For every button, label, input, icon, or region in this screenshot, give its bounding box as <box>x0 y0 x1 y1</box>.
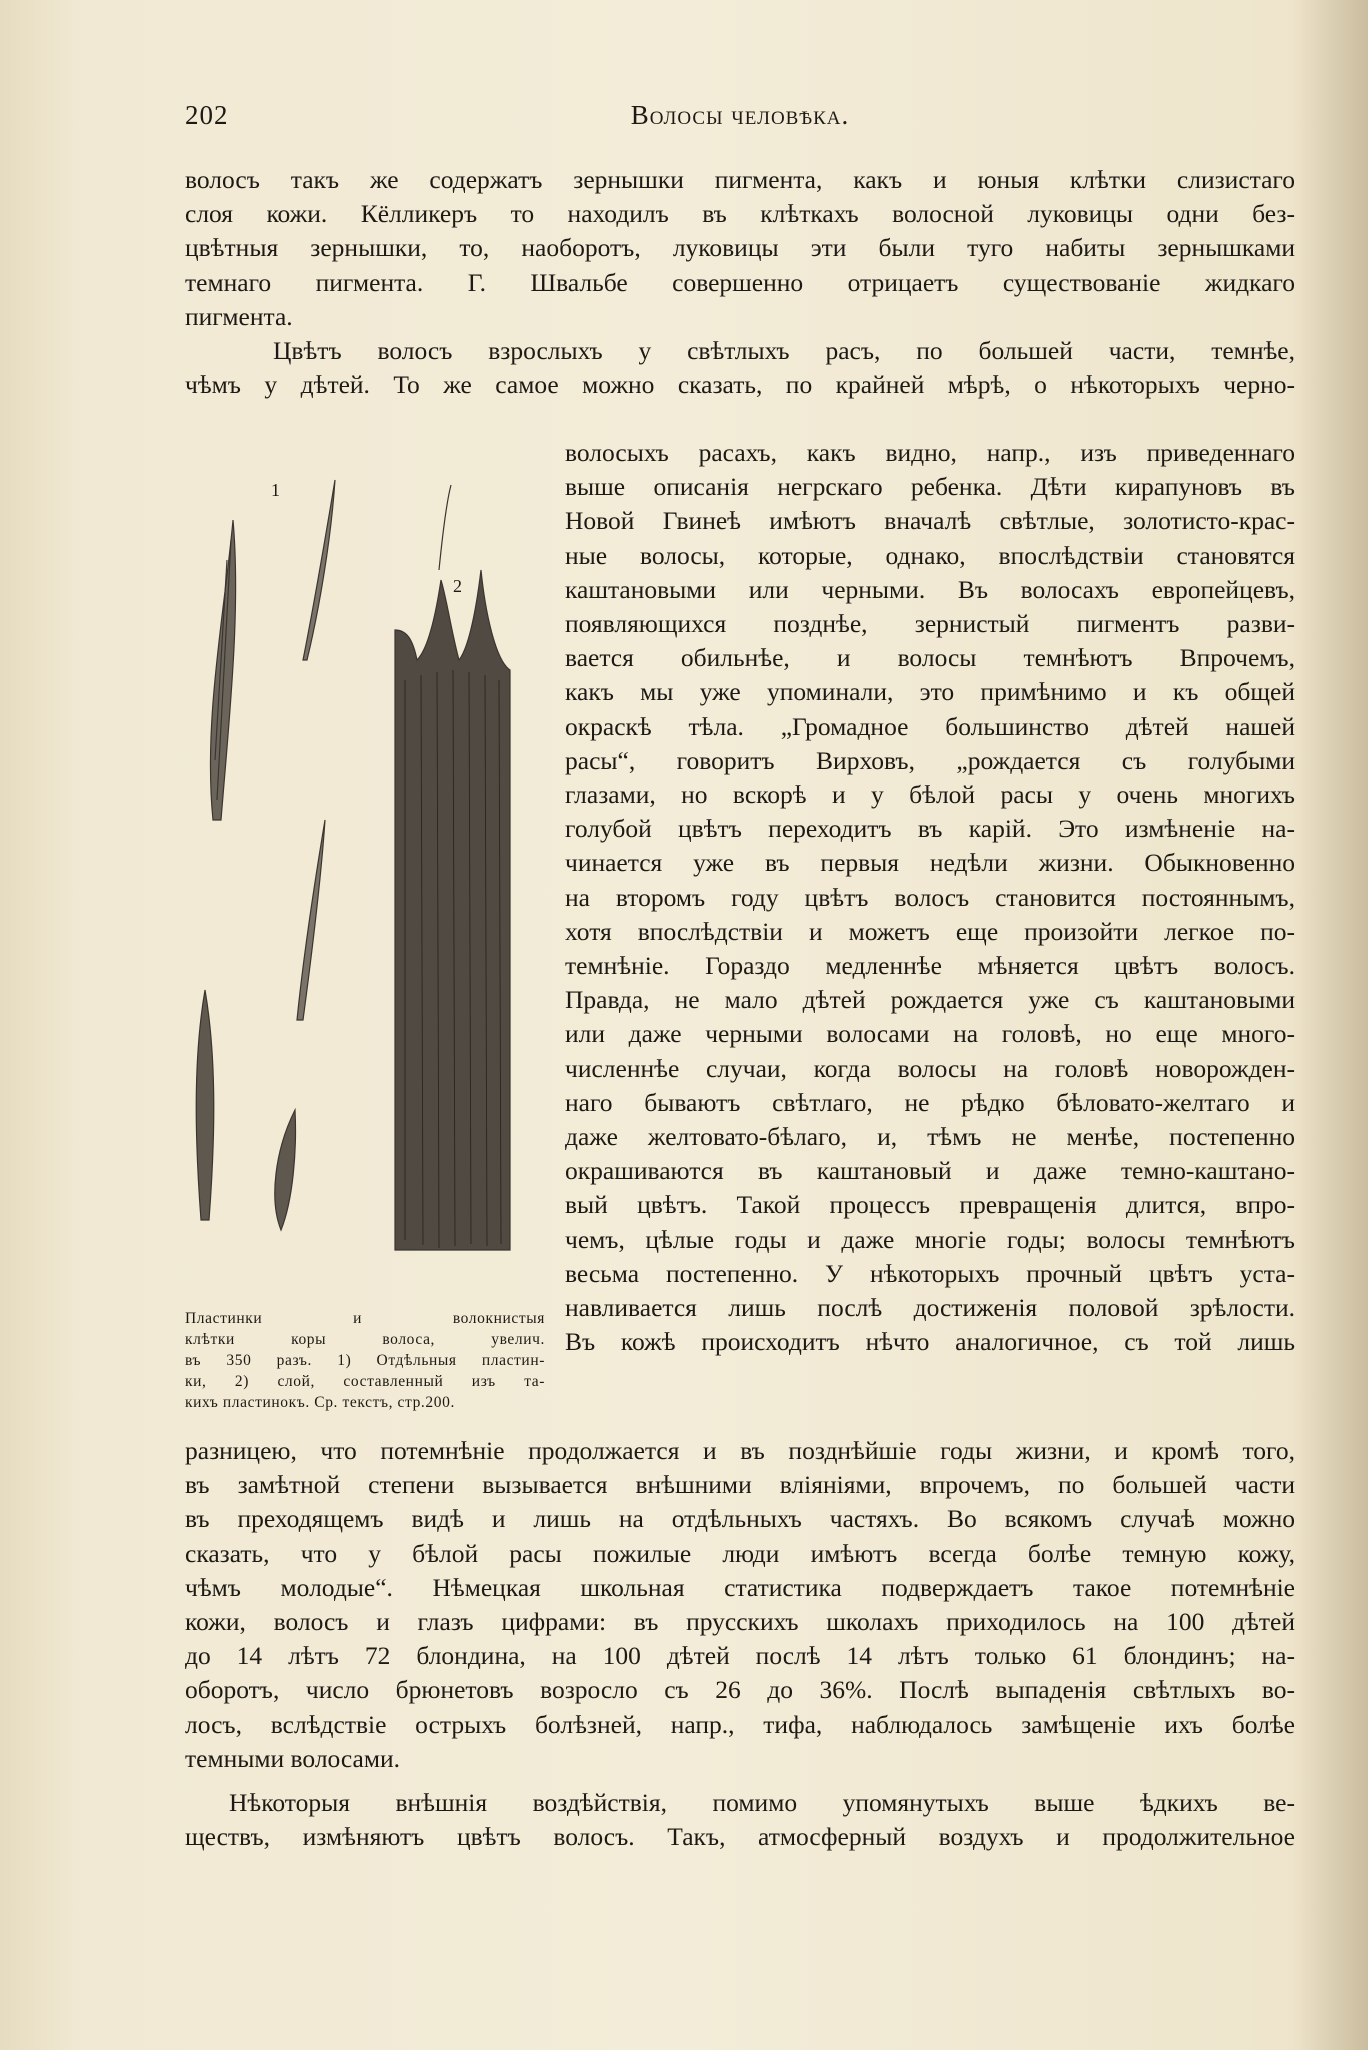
figure-label-1: 1 <box>271 480 280 500</box>
figure-label-2: 2 <box>453 576 462 596</box>
text-line: оборотъ, число брюнетовъ возросло съ 26 до 36%. Послѣ выпаденія свѣтлыхъ во- <box>185 1675 1295 1705</box>
text-line: весьма постепенно. У нѣкоторыхъ прочный цвѣтъ уста- <box>565 1258 1295 1288</box>
text-line: Нѣкоторыя внѣшнія воздѣйствія, помимо упомянутыхъ выше ѣдкихъ ве- <box>229 1788 1295 1818</box>
text-line: Въ кожѣ происходитъ нѣчто аналогичное, съ той лишь <box>565 1327 1295 1357</box>
text-line: на второмъ году цвѣтъ волосъ становится постояннымъ, <box>565 882 1295 912</box>
caption-line: кихъ пластинокъ. Ср. текстъ, стр.200. <box>185 1394 455 1411</box>
text-line: въ преходящемъ видѣ и лишь на отдѣльныхъ частяхъ. Во всякомъ случаѣ можно <box>185 1504 1295 1534</box>
text-line: темнѣніе. Гораздо медленнѣе мѣняется цвѣтъ волосъ. <box>565 951 1295 981</box>
text-line: Новой Гвинеѣ имѣютъ вначалѣ свѣтлые, золотисто-крас- <box>565 506 1295 536</box>
page-edge-shadow <box>1298 0 1368 2050</box>
text-line: темнаго пигмента. Г. Швальбе совершенно отрицаетъ существованіе жидкаго <box>185 267 1295 297</box>
text-line: сказать, что у бѣлой расы пожилые люди имѣютъ всегда болѣе темную кожу, <box>185 1538 1295 1568</box>
running-title: Волосы человѣка. <box>630 100 850 130</box>
text-line: или даже черными волосами на головѣ, но еще много- <box>565 1019 1295 1049</box>
text-line: ществъ, измѣняютъ цвѣтъ волосъ. Такъ, атмосферный воздухъ и продолжительное <box>185 1822 1295 1852</box>
text-line: наго бываютъ свѣтлаго, не рѣдко бѣловато-желтаго и <box>565 1087 1295 1117</box>
text-line: слоя кожи. Кёлликеръ то находилъ въ клѣткахъ волосной луковицы одни без- <box>185 199 1295 229</box>
text-line: волосъ такъ же содержатъ зернышки пигмента, какъ и юныя клѣтки слизистаго <box>185 165 1295 194</box>
text-line: до 14 лѣтъ 72 блондина, на 100 дѣтей послѣ 14 лѣтъ только 61 блондинъ; на- <box>185 1641 1295 1671</box>
text-line: ные волосы, которые, однако, впослѣдствіи становятся <box>565 540 1295 570</box>
figure-hair-plates <box>185 460 535 1290</box>
text-line: кожи, волосъ и глазъ цифрами: въ прусскихъ школахъ приходилось на 100 дѣтей <box>185 1607 1295 1637</box>
text-line: лосъ, вслѣдствіе острыхъ болѣзней, напр., тифа, наблюдалось замѣщеніе ихъ болѣе <box>185 1709 1295 1739</box>
text-line: чинается уже въ первыя недѣли жизни. Обыкновенно <box>565 848 1295 878</box>
page-number: 202 <box>185 100 229 130</box>
text-line: каштановыми или черными. Въ волосахъ европейцевъ, <box>565 574 1295 604</box>
text-line: появляющихся позднѣе, зернистый пигментъ разви- <box>565 609 1295 639</box>
text-line: голубой цвѣтъ переходитъ въ карій. Это измѣненіе на- <box>565 814 1295 844</box>
text-line: хотя впослѣдствіи и можетъ еще произойти легкое по- <box>565 916 1295 946</box>
caption-line: клѣтки коры волоса, увелич. <box>185 1331 545 1348</box>
text-line: вый цвѣтъ. Такой процессъ превращенія длится, впро- <box>565 1190 1295 1220</box>
text-line: чѣмъ у дѣтей. То же самое можно сказать, по крайней мѣрѣ, о нѣкоторыхъ черно- <box>185 370 1295 400</box>
running-head <box>185 100 1295 140</box>
hair-plates-engraving <box>185 460 535 1290</box>
text-line: какъ мы уже упоминали, это примѣнимо и къ общей <box>565 677 1295 707</box>
text-line: разницею, что потемнѣніе продолжается и въ позднѣйшіе годы жизни, и кромѣ того, <box>185 1436 1295 1465</box>
text-line: чемъ, цѣлые годы и даже многіе годы; волосы темнѣютъ <box>565 1224 1295 1254</box>
text-line: глазами, но вскорѣ и у бѣлой расы у очень многихъ <box>565 780 1295 810</box>
text-line: Правда, не мало дѣтей рождается уже съ каштановыми <box>565 985 1295 1015</box>
text-line: даже желтовато-бѣлаго, и, тѣмъ не менѣе, постепенно <box>565 1122 1295 1152</box>
caption-line: ки, 2) слой, составленный изъ та- <box>185 1373 545 1390</box>
text-line: чѣмъ молодые“. Нѣмецкая школьная статистика подверждаетъ такое потемнѣніе <box>185 1572 1295 1602</box>
text-block-side <box>565 436 1295 1359</box>
text-block-bottom <box>185 1434 1295 1854</box>
text-line: цвѣтныя зернышки, то, наоборотъ, луковицы эти были туго набиты зернышками <box>185 233 1295 263</box>
text-block-top <box>185 163 1295 402</box>
text-line: волосыхъ расахъ, какъ видно, напр., изъ приведеннаго <box>565 438 1295 467</box>
text-line: численнѣе случаи, когда волосы на головѣ новорожден- <box>565 1053 1295 1083</box>
text-line: Цвѣтъ волосъ взрослыхъ у свѣтлыхъ расъ, по большей части, темнѣе, <box>273 336 1295 366</box>
text-line: въ замѣтной степени вызывается внѣшними вліяніями, впрочемъ, по большей части <box>185 1470 1295 1500</box>
text-line: пигмента. <box>185 301 293 331</box>
figure-caption <box>185 1308 545 1413</box>
text-line: окраскѣ тѣла. „Громадное большинство дѣтей нашей <box>565 711 1295 741</box>
text-line: выше описанія негрскаго ребенка. Дѣти кирапуновъ въ <box>565 472 1295 502</box>
text-line: вается обильнѣе, и волосы темнѣютъ Впрочемъ, <box>565 643 1295 673</box>
caption-line: въ 350 разъ. 1) Отдѣльныя пластин- <box>185 1352 545 1369</box>
text-line: окрашиваются въ каштановый и даже темно-каштано- <box>565 1156 1295 1186</box>
caption-line: Пластинки и волокнистыя <box>185 1310 545 1327</box>
text-line: расы“, говоритъ Вирховъ, „рождается съ голубыми <box>565 745 1295 775</box>
text-line: темными волосами. <box>185 1743 401 1773</box>
text-line: навливается лишь послѣ достиженія половой зрѣлости. <box>565 1293 1295 1323</box>
